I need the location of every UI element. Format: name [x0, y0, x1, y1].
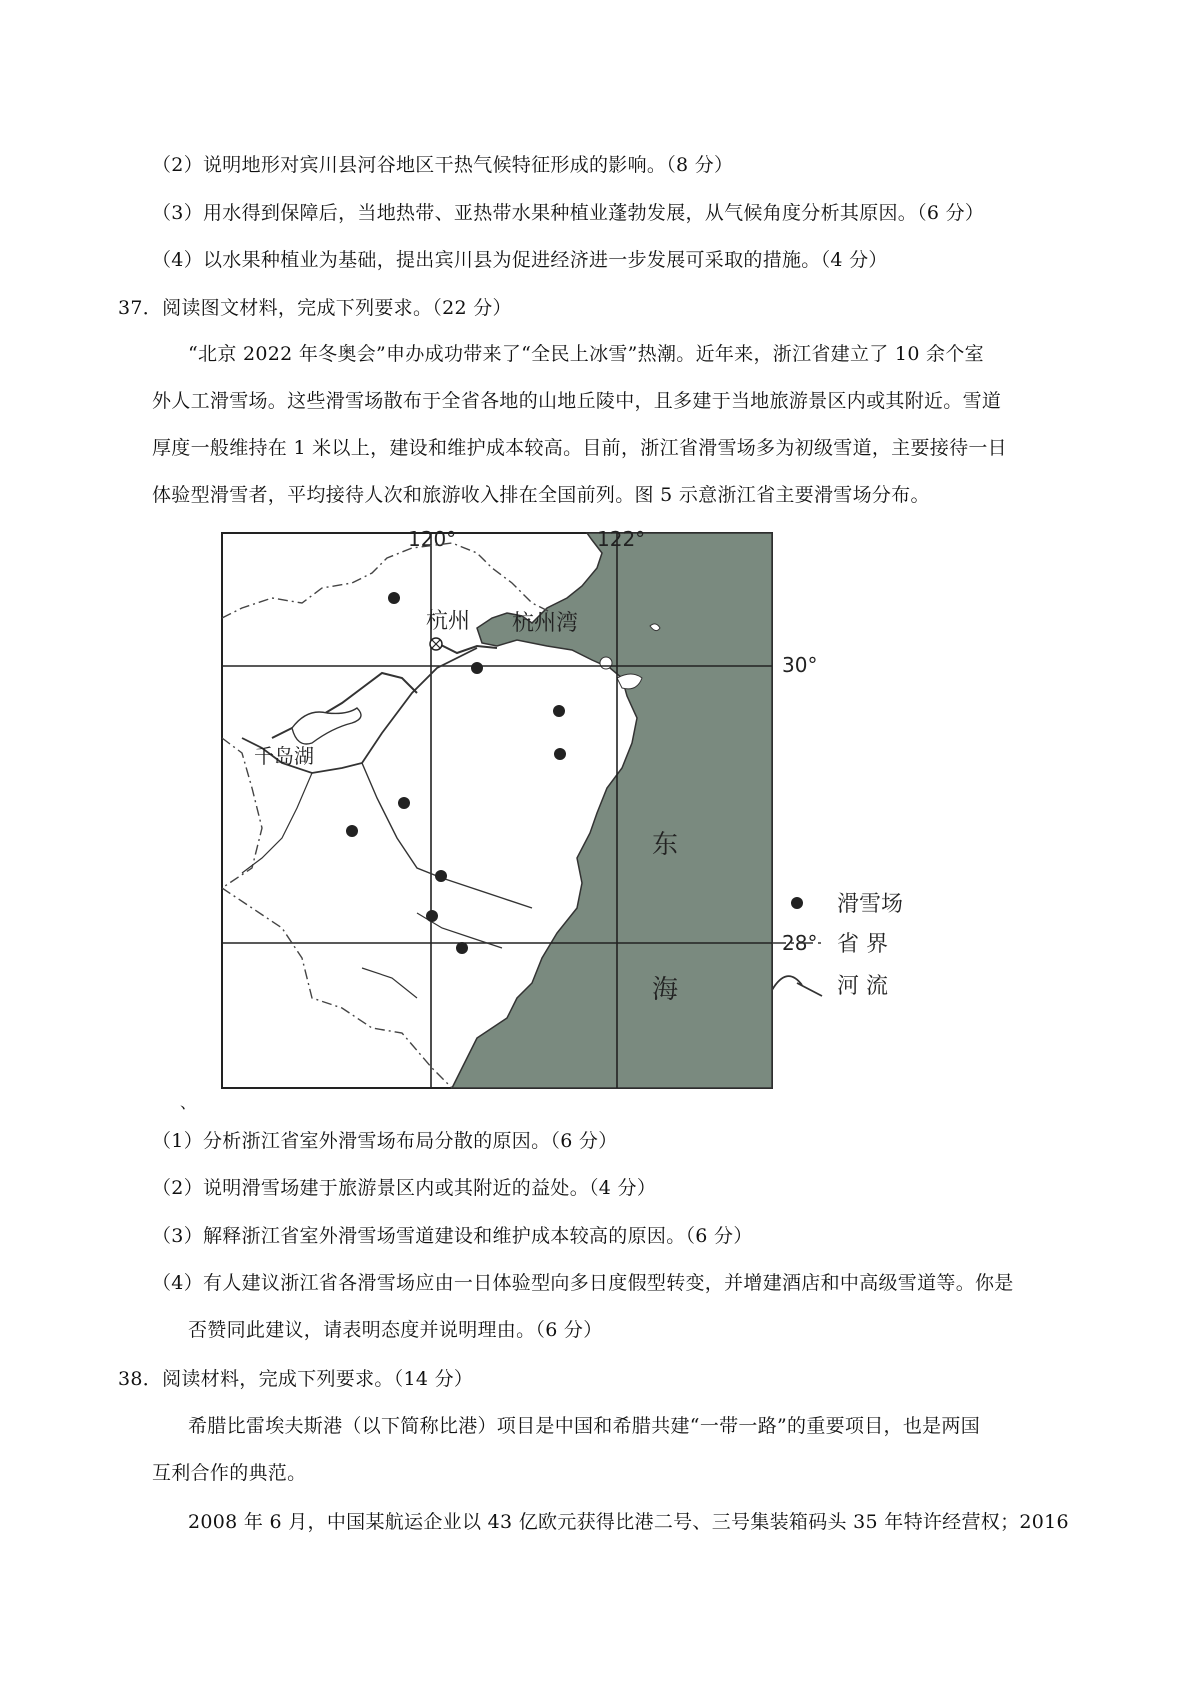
q36-sub4: （4）以水果种植业为基础，提出宾川县为促进经济进一步发展可采取的措施。（4 分） [152, 249, 888, 271]
q37-sub4-line2: 否赞同此建议，请表明态度并说明理由。（6 分） [188, 1319, 603, 1341]
q36-sub2: （2）说明地形对宾川县河谷地区干热气候特征形成的影响。（8 分） [152, 154, 734, 176]
ski-resort-dot [553, 705, 565, 717]
ski-resort-dot [398, 797, 410, 809]
q38-para1-line2: 互利合作的典范。 [152, 1462, 307, 1484]
q37-sub1: （1）分析浙江省室外滑雪场布局分散的原因。（6 分） [152, 1130, 618, 1152]
lon-label-120: 120° [408, 528, 457, 551]
q37-para-line4: 体验型滑雪者，平均接待人次和旅游收入排在全国前列。图 5 示意浙江省主要滑雪场分布。 [152, 484, 930, 506]
legend-border-label: 省 界 [837, 932, 888, 957]
ski-resort-dot [435, 870, 447, 882]
q38-title: 38．阅读材料，完成下列要求。（14 分） [118, 1368, 474, 1390]
legend-river-label: 河 流 [837, 974, 888, 999]
q37-sub4-line1: （4）有人建议浙江省各滑雪场应由一日体验型向多日度假型转变，并增建酒店和中高级雪道等。你是 [152, 1272, 1014, 1294]
hangzhou-bay-label: 杭州湾 [512, 611, 579, 636]
legend-ski-label: 滑雪场 [837, 892, 904, 917]
ski-resort-dot [554, 748, 566, 760]
lat-label-30: 30° [782, 653, 818, 677]
hangzhou-label: 杭州 [426, 609, 471, 634]
ski-resort-dot [456, 942, 468, 954]
ski-resort-dot [388, 592, 400, 604]
q37-para-line1: “北京 2022 年冬奥会”申办成功带来了“全民上冰雪”热潮。近年来，浙江省建立了 10 余个室 [188, 343, 984, 365]
q37-sub2: （2）说明滑雪场建于旅游景区内或其附近的益处。（4 分） [152, 1177, 657, 1199]
q37-para-line2: 外人工滑雪场。这些滑雪场散布于全省各地的山地丘陵中，且多建于当地旅游景区内或其附近。雪道 [152, 390, 1002, 412]
q36-sub3: （3）用水得到保障后，当地热带、亚热带水果种植业蓬勃发展，从气候角度分析其原因。（6 分） [152, 202, 985, 224]
ski-resort-dot [471, 662, 483, 674]
east-sea-label-1: 东 [652, 830, 679, 860]
q37-sub3: （3）解释浙江省室外滑雪场雪道建设和维护成本较高的原因。（6 分） [152, 1225, 753, 1247]
lat-label-28: 28° [782, 931, 818, 955]
q37-title: 37．阅读图文材料，完成下列要求。（22 分） [118, 297, 512, 319]
q38-para2-line1: 2008 年 6 月，中国某航运企业以 43 亿欧元获得比港二号、三号集装箱码头 35 年特许经营权；2016 [188, 1511, 1069, 1533]
ski-resort-dot [346, 825, 358, 837]
east-sea-label-2: 海 [652, 975, 679, 1005]
legend-ski-icon [791, 897, 803, 909]
stray-mark: 、 [180, 1093, 197, 1112]
lon-label-122: 122° [597, 528, 646, 551]
zhejiang-map-svg [212, 528, 1012, 1108]
ski-resort-dot [426, 910, 438, 922]
qiandao-lake-label: 千岛湖 [254, 744, 314, 768]
legend-river-icon [772, 976, 822, 996]
figure-5-map [212, 528, 1012, 1108]
q37-para-line3: 厚度一般维持在 1 米以上，建设和维护成本较高。目前，浙江省滑雪场多为初级雪道，主要接待一日 [152, 437, 1007, 459]
q38-para1-line1: 希腊比雷埃夫斯港（以下简称比港）项目是中国和希腊共建“一带一路”的重要项目，也是两国 [188, 1415, 981, 1437]
